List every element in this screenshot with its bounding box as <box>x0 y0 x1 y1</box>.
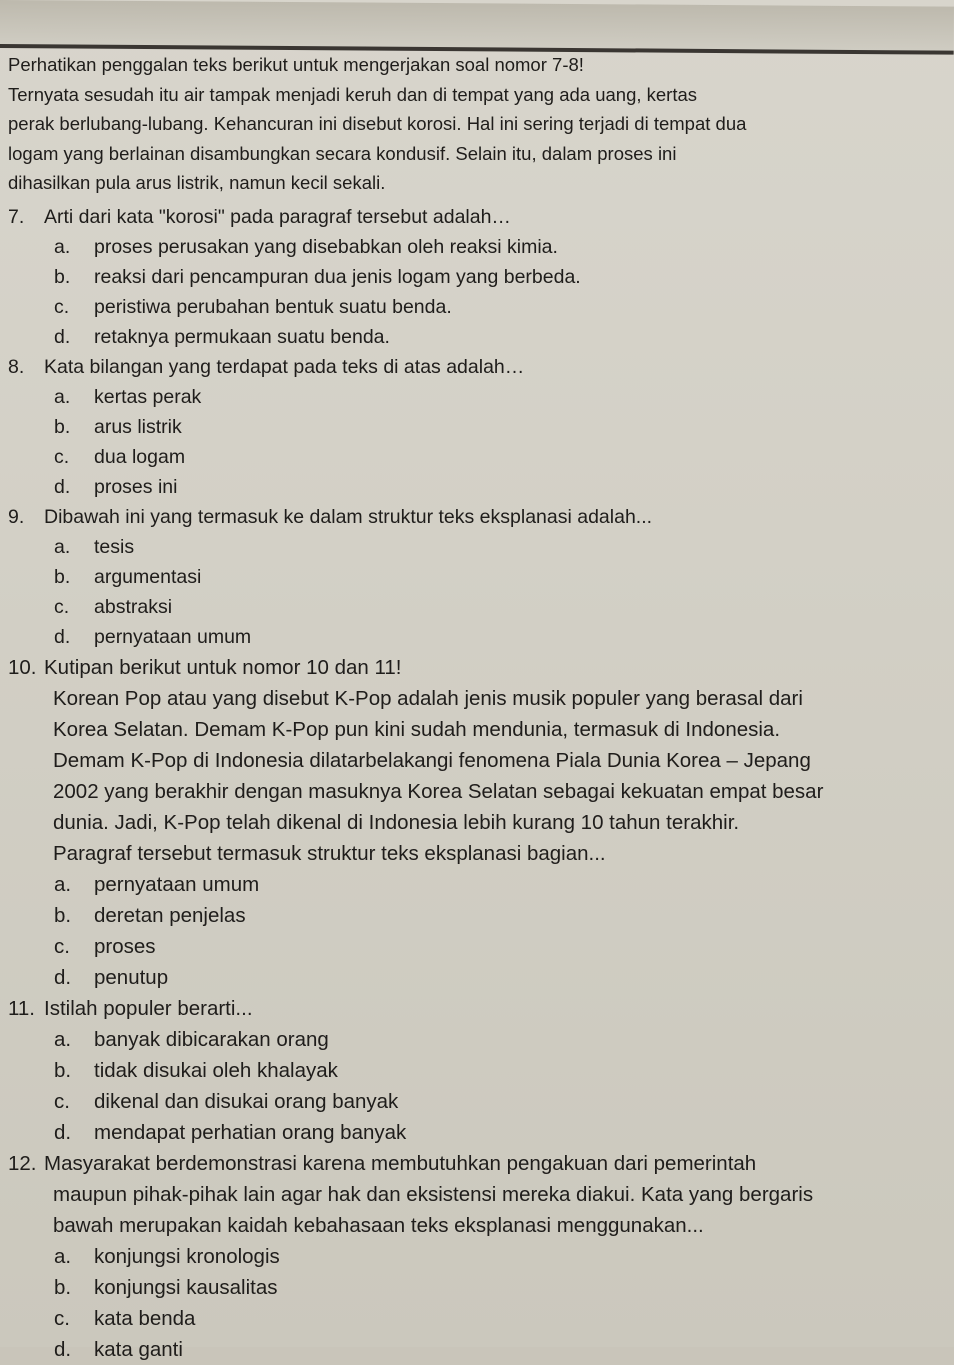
option-c[interactable]: c. dua logam <box>54 445 186 468</box>
option-d[interactable]: d. kata ganti <box>54 1337 183 1361</box>
option-d[interactable]: d. mendapat perhatian orang banyak <box>54 1120 407 1144</box>
question-number: 12. <box>8 1151 37 1175</box>
option-c[interactable]: c. dikenal dan disukai orang banyak <box>54 1089 399 1113</box>
question-text: Masyarakat berdemonstrasi karena membutuhkan pengakuan dari pemerintah <box>44 1151 757 1175</box>
options-list <box>8 1241 944 1365</box>
option-a[interactable]: a. pernyataan umum <box>54 872 260 896</box>
passage-line: Korea Selatan. Demam K-Pop pun kini sudah mendunia, termasuk di Indonesia. <box>53 717 781 741</box>
option-b[interactable]: b. tidak disukai oleh khalayak <box>54 1058 338 1082</box>
option-b[interactable]: b. reaksi dari pencampuran dua jenis logam yang berbeda. <box>54 265 581 288</box>
passage-line: bawah merupakan kaidah kebahasaan teks eksplanasi menggunakan... <box>53 1213 704 1237</box>
passage-line: maupun pihak-pihak lain agar hak dan eksistensi mereka diakui. Kata yang bergaris <box>53 1182 814 1206</box>
question-8 <box>8 352 944 502</box>
option-d[interactable]: d. proses ini <box>54 475 178 498</box>
question-12 <box>8 1148 944 1365</box>
intro-line: logam yang berlainan disambungkan secara kondusif. Selain itu, dalam proses ini <box>8 142 677 164</box>
option-a[interactable]: a. kertas perak <box>54 385 202 408</box>
intro-line: dihasilkan pula arus listrik, namun kecil sekali. <box>8 172 386 193</box>
option-d[interactable]: d. pernyataan umum <box>54 625 252 648</box>
option-d[interactable]: d. penutup <box>54 965 169 989</box>
passage-line: Demam K-Pop di Indonesia dilatarbelakangi fenomena Piala Dunia Korea – Jepang <box>53 748 811 772</box>
options-list <box>8 869 944 993</box>
option-a[interactable]: a. konjungsi kronologis <box>54 1244 280 1268</box>
question-number: 9. <box>8 505 25 528</box>
option-b[interactable]: b. konjungsi kausalitas <box>54 1275 278 1299</box>
options-list <box>8 382 944 502</box>
question-9 <box>8 502 944 652</box>
question-11 <box>8 993 944 1148</box>
question-text: Dibawah ini yang termasuk ke dalam struktur teks eksplanasi adalah... <box>44 505 653 528</box>
passage-line: 2002 yang berakhir dengan masuknya Korea Selatan sebagai kekuatan empat besar <box>53 779 824 803</box>
option-a[interactable]: a. proses perusakan yang disebabkan oleh reaksi kimia. <box>54 235 558 258</box>
options-list <box>8 232 944 352</box>
intro-line: Ternyata sesudah itu air tampak menjadi keruh dan di tempat yang ada uang, kertas <box>8 83 698 105</box>
question-text: Arti dari kata "korosi" pada paragraf tersebut adalah… <box>44 205 511 228</box>
intro-passage <box>8 50 944 198</box>
options-list <box>8 532 944 652</box>
option-b[interactable]: b. deretan penjelas <box>54 903 246 927</box>
intro-line: perak berlubang-lubang. Kehancuran ini disebut korosi. Hal ini sering terjadi di tempat dua <box>8 113 747 134</box>
option-c[interactable]: c. kata benda <box>54 1306 196 1330</box>
question-text: Kata bilangan yang terdapat pada teks di atas adalah… <box>44 355 525 378</box>
passage-line: Korean Pop atau yang disebut K-Pop adalah jenis musik populer yang berasal dari <box>53 686 803 710</box>
page-top-edge <box>0 0 954 55</box>
question-7 <box>8 202 944 352</box>
question-text: Kutipan berikut untuk nomor 10 dan 11! <box>44 655 402 679</box>
option-c[interactable]: c. proses <box>54 934 156 958</box>
question-number: 7. <box>8 205 25 228</box>
worksheet-content <box>8 50 944 1365</box>
question-number: 8. <box>8 355 25 378</box>
question-stem: Paragraf tersebut termasuk struktur teks eksplanasi bagian... <box>53 841 606 865</box>
question-number: 11. <box>8 996 35 1020</box>
question-text: Istilah populer berarti... <box>44 996 253 1020</box>
option-b[interactable]: b. argumentasi <box>54 565 202 588</box>
options-list <box>8 1024 944 1148</box>
option-d[interactable]: d. retaknya permukaan suatu benda. <box>54 325 390 348</box>
intro-heading: Perhatikan penggalan teks berikut untuk mengerjakan soal nomor 7-8! <box>8 54 584 75</box>
option-c[interactable]: c. peristiwa perubahan bentuk suatu benda. <box>54 295 452 318</box>
question-10 <box>8 652 944 993</box>
option-a[interactable]: a. banyak dibicarakan orang <box>54 1027 329 1051</box>
option-c[interactable]: c. abstraksi <box>54 595 173 618</box>
reading-passage <box>53 683 944 838</box>
question-number: 10. <box>8 655 37 679</box>
passage-line: dunia. Jadi, K-Pop telah dikenal di Indonesia lebih kurang 10 tahun terakhir. <box>53 810 740 834</box>
option-b[interactable]: b. arus listrik <box>54 415 182 438</box>
question-continuation <box>53 1179 944 1241</box>
option-a[interactable]: a. tesis <box>54 535 135 558</box>
